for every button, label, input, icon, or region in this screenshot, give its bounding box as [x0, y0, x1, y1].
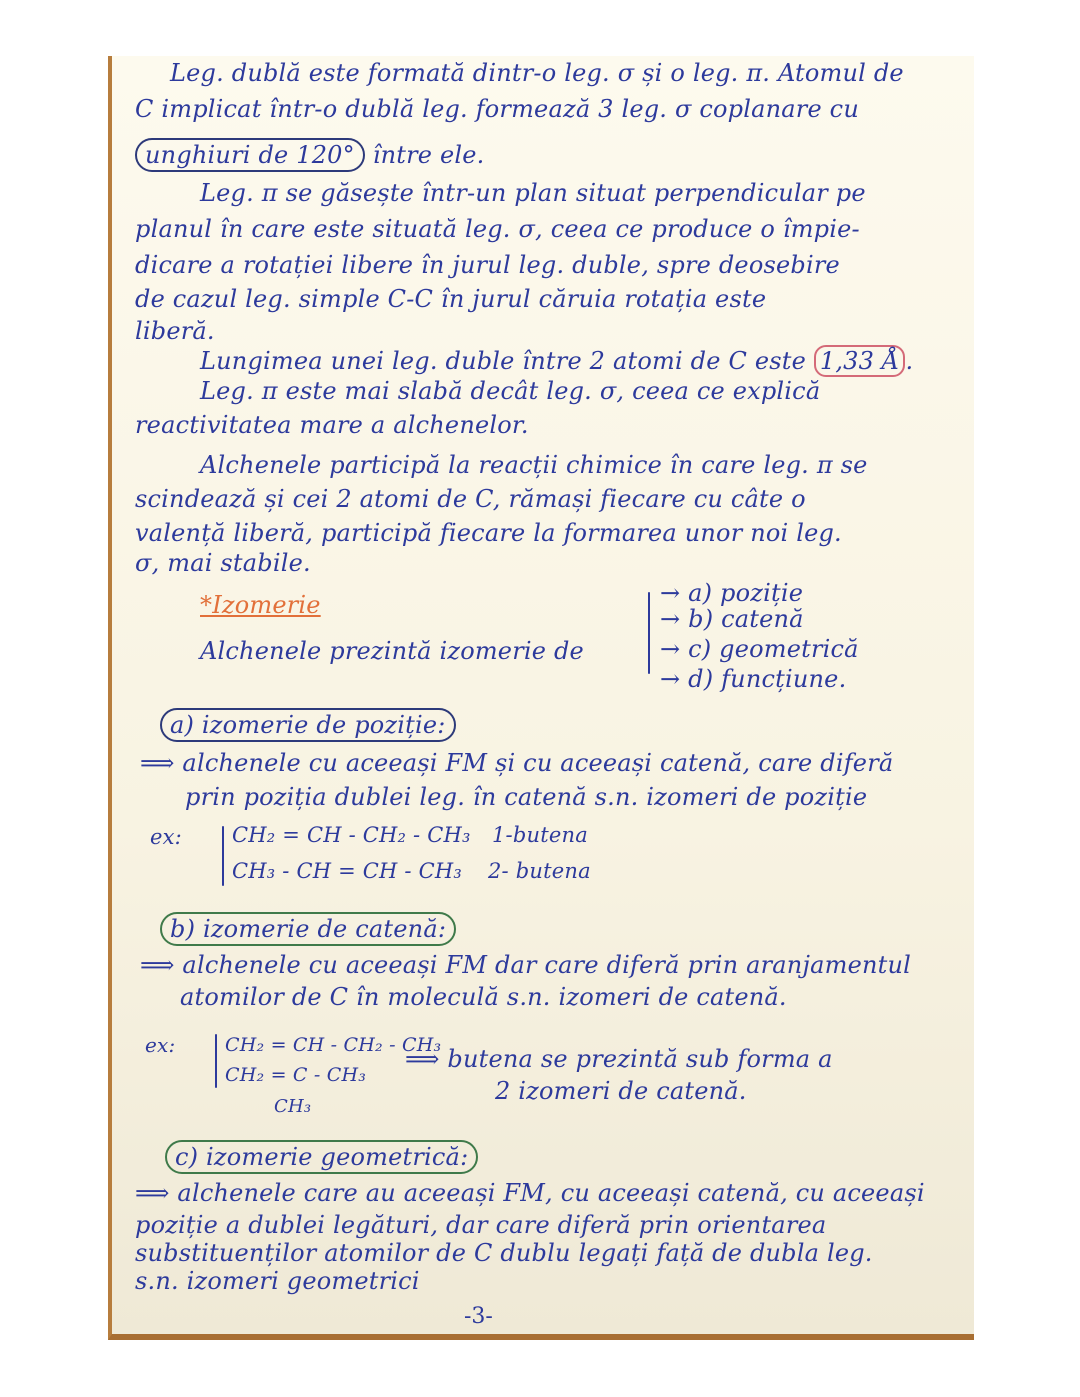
section-b-title: b) izomerie de catenă: [160, 912, 456, 946]
text-line: Lungimea unei leg. duble între 2 atomi de C este 1,33 Å . [200, 347, 914, 375]
example-label: ex: [150, 825, 182, 849]
compound-name: 2- butena [488, 859, 591, 883]
formula: CH₃ - CH = CH - CH₃ [232, 859, 463, 883]
text-line: planul în care este situată leg. σ, ceea ce produce o împie- [135, 215, 860, 243]
compound-name: 1-butena [492, 823, 588, 847]
bracket-arrow [648, 592, 650, 674]
example-label: ex: [145, 1033, 176, 1057]
text-line: atomilor de C în moleculă s.n. izomeri de catenă. [180, 983, 787, 1011]
izomerie-lead: Alchenele prezintă izomerie de [200, 637, 584, 665]
text-line: unghiuri de 120° între ele. [135, 138, 484, 172]
section-heading-izomerie: *Izomerie [200, 591, 321, 619]
text-line: σ, mai stabile. [135, 549, 311, 577]
text-line: dicare a rotației libere în jurul leg. duble, spre deosebire [135, 251, 840, 279]
text-line: C implicat într-o dublă leg. formează 3 leg. σ coplanare cu [135, 95, 859, 123]
izomerie-type: → d) funcțiune. [660, 665, 847, 693]
brace [222, 826, 224, 886]
section-c-title: c) izomerie geometrică: [165, 1140, 478, 1174]
highlight-bond-length: 1,33 Å [814, 345, 906, 377]
text-line: ⟹ alchenele care au aceeași FM, cu aceeași catenă, cu aceeași [135, 1179, 925, 1207]
text-line: ⟹ alchenele cu aceeași FM dar care diferă prin aranjamentul [140, 951, 912, 979]
section-a-title: a) izomerie de poziție: [160, 708, 456, 742]
page-number: -3- [464, 1304, 493, 1329]
text-line: ⟹ alchenele cu aceeași FM și cu aceeași catenă, care diferă [140, 749, 894, 777]
izomerie-type: → c) geometrică [660, 635, 859, 663]
formula: CH₂ = C - CH₃ [225, 1064, 367, 1086]
text-line: de cazul leg. simple C-C în jurul căruia rotația este [135, 285, 767, 313]
brace [215, 1034, 217, 1088]
text-line: liberă. [135, 317, 215, 345]
formula: CH₂ = CH - CH₂ - CH₃ [225, 1034, 442, 1056]
conclusion: 2 izomeri de catenă. [495, 1077, 747, 1105]
formula: CH₂ = CH - CH₂ - CH₃ [232, 823, 471, 847]
text-line: Leg. dublă este formată dintr-o leg. σ și o leg. π. Atomul de [170, 59, 904, 87]
izomerie-type: → b) catenă [660, 605, 804, 633]
conclusion: ⟹ butena se prezintă sub forma a [405, 1045, 833, 1073]
text-line: scindează și cei 2 atomi de C, rămași fiecare cu câte o [135, 485, 806, 513]
formula-branch: CH₃ [274, 1096, 312, 1117]
text-line: valență liberă, participă fiecare la formarea unor noi leg. [135, 519, 842, 547]
text-line: Leg. π este mai slabă decât leg. σ, ceea ce explică [200, 377, 821, 405]
text-line: substituenților atomilor de C dublu legați față de dubla leg. [135, 1239, 873, 1267]
izomerie-type: → a) poziție [660, 579, 804, 607]
text-line: poziție a dublei legături, dar care diferă prin orientarea [135, 1211, 827, 1239]
text-line: Alchenele participă la reacții chimice în care leg. π se [200, 451, 868, 479]
text-line: s.n. izomeri geometrici [135, 1267, 420, 1295]
text-line: reactivitatea mare a alchenelor. [135, 411, 529, 439]
highlight-cloud-angle: unghiuri de 120° [135, 138, 365, 172]
text-line: Leg. π se găsește într-un plan situat perpendicular pe [200, 179, 866, 207]
text-line: prin poziția dublei leg. în catenă s.n. izomeri de poziție [185, 783, 868, 811]
